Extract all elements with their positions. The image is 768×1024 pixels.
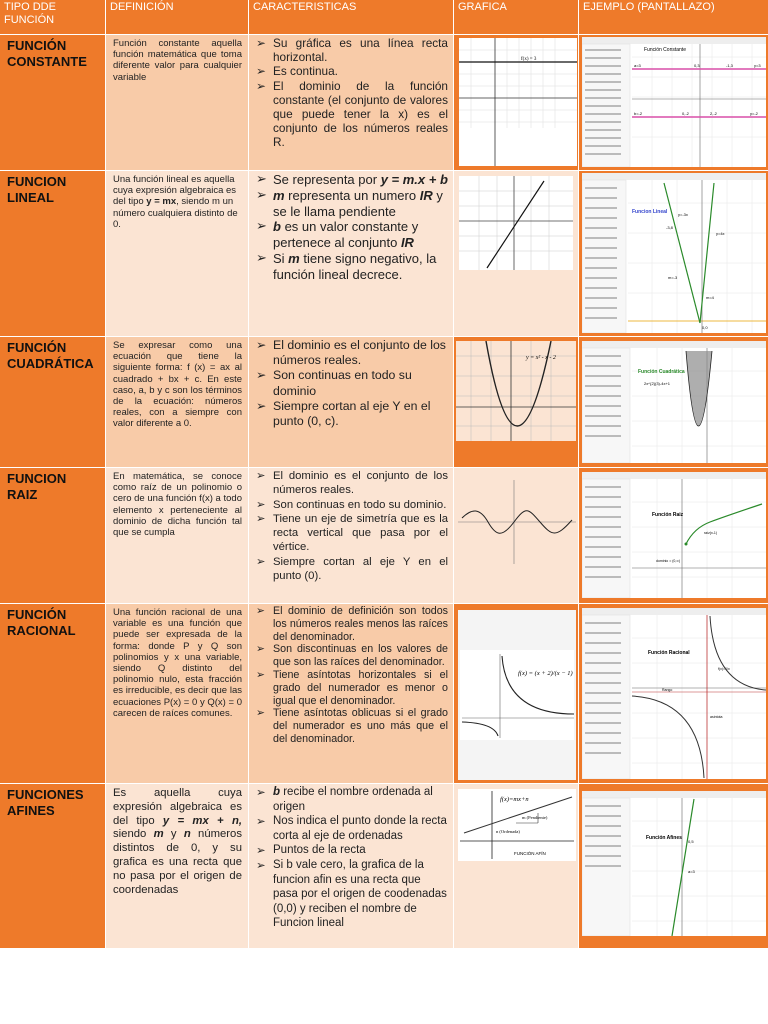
header-tipo: TIPO DDE FUNCIÓN: [0, 0, 106, 34]
header-grafica: GRAFICA: [454, 0, 579, 34]
characteristic-item: ➢ Siempre cortan al eje Y en el punto (0, c).: [255, 399, 448, 429]
characteristic-item: ➢ Si b vale cero, la grafica de la funcion afin es una recta que pasa por el origen de coodenadas (0,0) y reciben el nombre de Funcion lineal: [255, 858, 448, 931]
row-lineal: [0, 170, 106, 336]
svg-text:2x^{2}(3)-4x+1: 2x^{2}(3)-4x+1: [644, 381, 671, 386]
row-racional: [0, 603, 106, 783]
screenshot-title: Función Constante: [644, 47, 686, 53]
characteristic-item: ➢ Tiene un eje de simetría que es la recta vertical que pasa por el vértice.: [255, 512, 448, 555]
svg-text:Rango: Rango: [662, 688, 673, 692]
function-type: FUNCION RAIZ: [7, 471, 67, 502]
characteristic-item: ➢ El dominio de la función constante (el conjunto de valores que puede tener la x) es el conjunto de los números reales R.: [255, 79, 448, 150]
geogebra-screenshot-lineal: [582, 173, 766, 333]
root-function-graph: [458, 478, 576, 566]
header-ejemplo: EJEMPLO (PANTALLAZO): [579, 0, 768, 34]
row-afines: [0, 783, 106, 948]
characteristic-item: ➢ Se representa por y = m.x + b: [255, 172, 448, 188]
svg-text:m=-3: m=-3: [668, 275, 678, 280]
definition-text: En matemática, se conoce como raíz de un polinomio o cero de una función f(x) a todo elemento x perteneciente al dominio de dicha función tal que se cumpla: [113, 471, 242, 539]
characteristics-cell: [249, 783, 454, 948]
svg-text:y=-3x: y=-3x: [678, 212, 688, 217]
svg-text:a=3: a=3: [634, 63, 641, 68]
characteristic-item: ➢ Son discontinuas en los valores de que son las raíces del denominador.: [255, 643, 448, 669]
affine-function-graph: [458, 789, 576, 861]
characteristic-item: ➢ El dominio es el conjunto de los números reales.: [255, 469, 448, 498]
svg-text:y=-2: y=-2: [750, 111, 758, 116]
characteristics-cell: [249, 170, 454, 336]
characteristics-cell: [249, 34, 454, 170]
screenshot-title: Función Cuadrática: [638, 369, 685, 375]
function-type: FUNCIÓN RACIONAL: [7, 607, 76, 638]
graph-formula: f(x) = (x + 2)/(x − 1): [518, 670, 573, 677]
characteristic-item: ➢ Su gráfica es una línea recta horizontal.: [255, 36, 448, 64]
svg-text:0,0: 0,0: [702, 325, 708, 330]
definition-cell: [106, 336, 249, 467]
graph-label: m (Pendiente): [522, 815, 548, 820]
characteristic-item: ➢ b recibe el nombre ordenada al origen: [255, 785, 448, 814]
characteristic-item: ➢ b es un valor constante y pertenece al conjunto IR: [255, 219, 448, 251]
geogebra-screenshot-raiz: [582, 472, 766, 598]
definition-cell: [106, 783, 249, 948]
definition-text: Se expresar como una ecuación que tiene la siguiente forma: f (x) = ax al cuadrado + bx + c. En este caso, a, b y c son los términos de la ecuación: números reales, con a siempre con valor diferente a 0.: [113, 340, 242, 430]
characteristic-item: ➢ El dominio es el conjunto de los números reales.: [255, 338, 448, 368]
characteristics-cell: [249, 603, 454, 783]
characteristics-cell: [249, 336, 454, 467]
svg-text:a=3: a=3: [688, 869, 695, 874]
svg-text:0,3: 0,3: [694, 63, 700, 68]
graph-formula: f(x) = 3: [521, 57, 537, 62]
geogebra-screenshot-cuadratica: [582, 341, 766, 463]
geogebra-screenshot-afines: [582, 791, 766, 936]
screenshot-title: Función Racional: [648, 650, 690, 656]
header-caracteristicas: CARACTERISTICAS: [249, 0, 454, 34]
svg-text:y=4x: y=4x: [716, 231, 725, 236]
rational-function-graph: [458, 610, 576, 780]
characteristic-item: ➢ Tiene asíntotas oblicuas si el grado del numerador es uno más que el del denominador.: [255, 707, 448, 745]
definition-text: Es aquella cuya expresión algebraica es del tipo y = mx + n, siendo m y n números distintos de 0, y su grafica es una recta que no pasa por el origen de coordenadas: [113, 787, 242, 896]
svg-text:m=4: m=4: [706, 295, 714, 300]
function-type: FUNCIONES AFINES: [7, 787, 84, 818]
characteristic-item: ➢ Puntos de la recta: [255, 843, 448, 858]
characteristic-item: ➢ Tiene asíntotas horizontales si el grado del numerador es menor o igual que el denominador.: [255, 669, 448, 707]
definition-text: Una función racional de una variable es una función que puede ser expresada de la forma: donde P y Q son polinomios y x una variable, siendo Q distinto del polinomio nulo, esta fracción es irreducible, es decir que las ecuaciones P(x) = 0 y Q(x) = 0 carecen de raíces comunes.: [113, 607, 242, 719]
characteristic-item: ➢ Son continuas en todo su dominio.: [255, 498, 448, 512]
linear-function-graph: [459, 176, 573, 270]
characteristic-item: ➢ Siempre cortan al eje Y en el punto (0).: [255, 555, 448, 584]
screenshot-title: Funcion Lineal: [632, 209, 668, 215]
function-type: FUNCION LINEAL: [7, 174, 67, 205]
quadratic-function-graph: [456, 341, 576, 441]
constant-graph-lower: [459, 128, 577, 166]
function-type: FUNCIÓN CUADRÁTICA: [7, 340, 94, 371]
characteristics-cell: [249, 467, 454, 603]
definition-cell: [106, 34, 249, 170]
graph-formula: f(x)=mx+n: [500, 796, 529, 803]
svg-text:dominio = (0,∞): dominio = (0,∞): [656, 559, 680, 563]
svg-text:2,-2: 2,-2: [710, 111, 717, 116]
graph-formula: y = x² - x - 2: [526, 355, 556, 361]
svg-text:y=3: y=3: [754, 63, 761, 68]
svg-text:b=-2: b=-2: [634, 111, 643, 116]
svg-text:asíntota: asíntota: [710, 715, 723, 719]
graph-label: n (Ordenada): [496, 829, 520, 834]
graph-caption: FUNCIÓN AFÍN: [514, 851, 546, 856]
characteristic-item: ➢ Es continua.: [255, 64, 448, 78]
characteristic-item: ➢ Nos indica el punto donde la recta corta al eje de ordenadas: [255, 814, 448, 843]
svg-text:0,5: 0,5: [688, 839, 694, 844]
svg-text:-3,8: -3,8: [666, 225, 673, 230]
definition-cell: [106, 467, 249, 603]
geogebra-screenshot-racional: [582, 608, 766, 779]
screenshot-title: Función Raiz: [652, 512, 684, 518]
characteristic-item: ➢ Son continuas en todo su dominio: [255, 368, 448, 398]
definition-cell: [106, 603, 249, 783]
row-cuadratica: [0, 336, 106, 467]
header-definicion: DEFINICIÓN: [106, 0, 249, 34]
svg-text:f(x)=1/x: f(x)=1/x: [718, 667, 730, 671]
svg-text:raíz(x-1): raíz(x-1): [704, 531, 718, 535]
characteristic-item: ➢ El dominio de definición son todos los números reales menos las raíces del denominador.: [255, 605, 448, 643]
function-type: FUNCIÓN CONSTANTE: [7, 38, 87, 69]
characteristic-item: ➢ Si m tiene signo negativo, la función lineal decrece.: [255, 251, 448, 283]
row-raiz: [0, 467, 106, 603]
row-constante: [0, 34, 106, 170]
svg-text:0,-2: 0,-2: [682, 111, 689, 116]
definition-text: Función constante aquella función matemática que toma diferente valor para cualquier variable: [113, 38, 242, 83]
definition-text: Una función lineal es aquella cuya expresión algebraica es del tipo y = mx, siendo m un número cualquiera distinto de 0.: [113, 174, 238, 230]
characteristic-item: ➢ m representa un numero IR y se le llama pendiente: [255, 188, 448, 220]
constant-function-graph: [459, 38, 577, 128]
geogebra-screenshot-constante: [582, 37, 766, 167]
screenshot-title: Función Afines: [646, 835, 682, 841]
svg-text:-1,3: -1,3: [726, 63, 733, 68]
definition-cell: [106, 170, 249, 336]
